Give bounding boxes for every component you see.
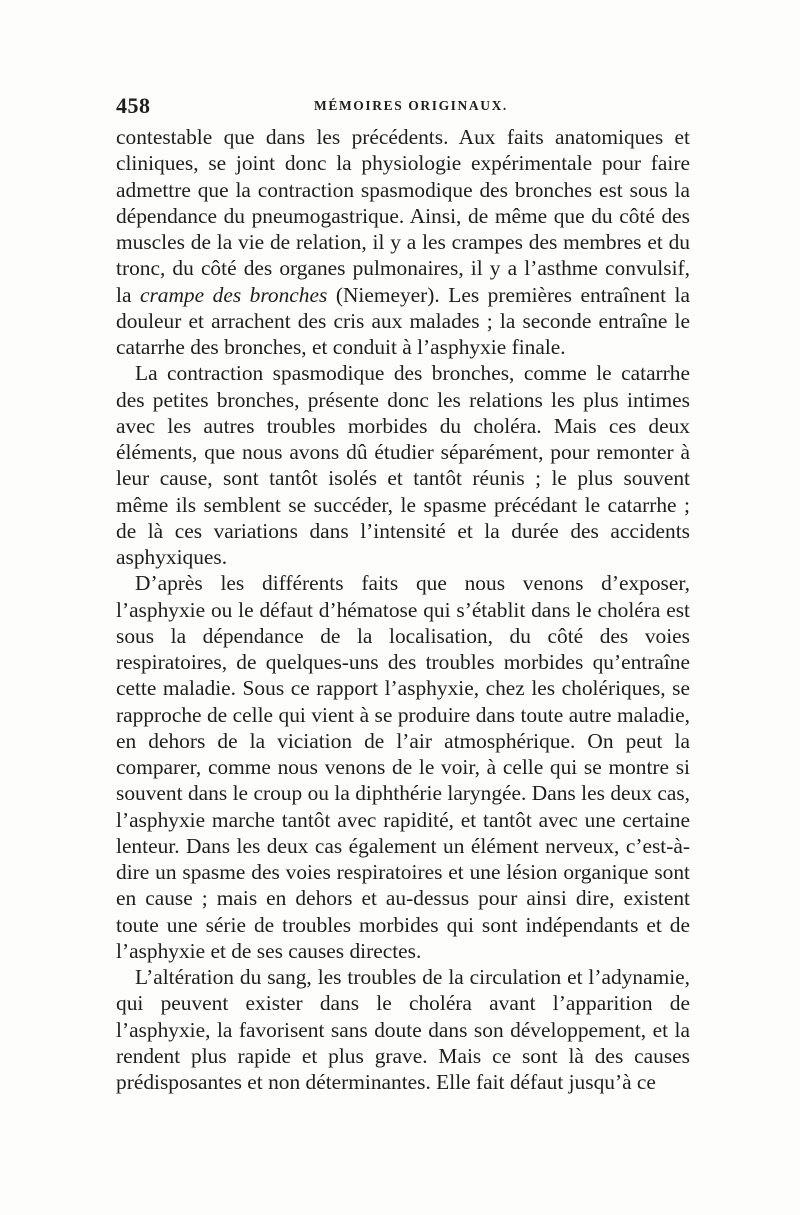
paragraph-1 [116, 124, 690, 360]
running-header-title: MÉMOIRES ORIGINAUX. [314, 98, 508, 113]
paragraph-4: L’altération du sang, les troubles de la circulation et l’adynamie, qui peuvent exister dans le choléra avant l’apparition de l’asphyxie, la favorisent sans doute dans son développement, et la rendent plus rapide et plus grave. Mais ce sont là des causes prédisposantes et non déterminantes. Elle fait défaut jusqu’à ce [116, 965, 690, 1094]
page-number: 458 [116, 93, 151, 118]
italic-term: crampe des bronches [139, 282, 328, 307]
paragraph-1-text-b: (Niemeyer). Les premières entraînent la douleur et arrachent des cris aux malades ; la seconde entraîne le catarrhe des bronches, et conduit à l’asphyxie finale. [116, 282, 690, 359]
paragraph-1-text-a: contestable que dans les précédents. Aux faits anatomiques et cliniques, se joint donc la physiologie expérimentale pour faire admettre que la contraction spasmodique des bronches est sous la dépendance du pneumogastrique. Ainsi, de même que du côté des muscles de la vie de relation, il y a les crampes des membres et du tronc, du côté des organes pulmonaires, il y a l’asthme convulsif, la [116, 125, 690, 307]
paragraph-2: La contraction spasmodique des bronches, comme le catarrhe des petites bronches, présente donc les relations les plus intimes avec les autres troubles morbides du choléra. Mais ces deux éléments, que nous avons dû étudier séparément, pour remonter à leur cause, sont tantôt isolés et tantôt réunis ; le plus souvent même ils semblent se succéder, le spasme précédant le catarrhe ; de là ces variations dans l’intensité et la durée des accidents asphyxiques. [116, 361, 690, 569]
body-text [116, 124, 690, 1095]
running-header [116, 93, 688, 117]
paragraph-3: D’après les différents faits que nous venons d’exposer, l’asphyxie ou le défaut d’hématose qui s’établit dans le choléra est sous la dépendance de la localisation, du côté des voies respiratoires, de quelques-uns des troubles morbides qu’entraîne cette maladie. Sous ce rapport l’asphyxie, chez les cholériques, se rapproche de celle qui vient à se produire dans toute autre maladie, en dehors de la viciation de l’air atmosphérique. On peut la comparer, comme nous venons de le voir, à celle qui se montre si souvent dans le croup ou la diphthérie laryngée. Dans les deux cas, l’asphyxie marche tantôt avec rapidité, et tantôt avec une certaine lenteur. Dans les deux cas également un élément nerveux, c’est-à-dire un spasme des voies respiratoires et une lésion organique sont en cause ; mais en dehors et au-dessus pour ainsi dire, existent toute une série de troubles morbides qui sont indépendants et de l’asphyxie et de ses causes directes. [116, 571, 690, 963]
